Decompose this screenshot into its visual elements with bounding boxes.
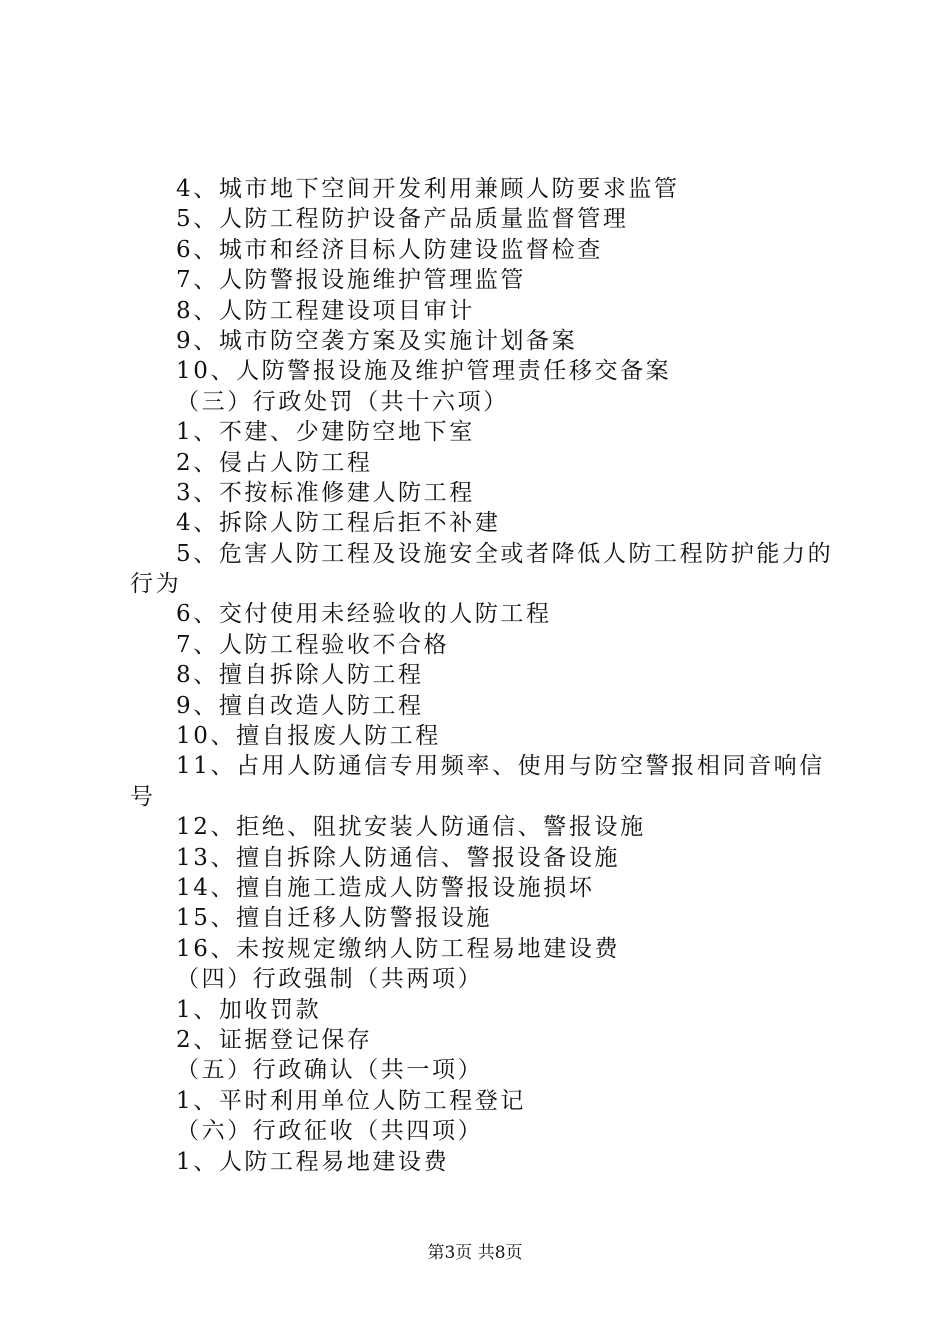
section-heading: （四）行政强制（共两项） xyxy=(176,966,484,993)
list-item: 8、擅自拆除人防工程 xyxy=(176,662,424,689)
list-item: 10、人防警报设施及维护管理责任移交备案 xyxy=(176,358,672,385)
list-item: 1、加收罚款 xyxy=(176,996,322,1023)
document-body xyxy=(130,174,835,1177)
list-item: 10、擅自报废人防工程 xyxy=(176,723,441,750)
section-heading: （六）行政征收（共四项） xyxy=(176,1118,484,1145)
list-item: 5、危害人防工程及设施安全或者降低人防工程防护能力的 xyxy=(176,540,834,567)
list-item: 1、不建、少建防空地下室 xyxy=(176,419,475,446)
list-item: 9、擅自改造人防工程 xyxy=(176,692,424,719)
list-item: 2、侵占人防工程 xyxy=(176,449,373,476)
list-item: 16、未按规定缴纳人防工程易地建设费 xyxy=(176,935,621,962)
list-item-continuation: 号 xyxy=(130,783,156,810)
list-item: 7、人防警报设施维护管理监管 xyxy=(176,267,527,294)
list-item: 5、人防工程防护设备产品质量监督管理 xyxy=(176,206,629,233)
list-item: 8、人防工程建设项目审计 xyxy=(176,297,475,324)
list-item-continuation: 行为 xyxy=(130,571,182,598)
list-item: 11、占用人防通信专用频率、使用与防空警报相同音响信 xyxy=(176,753,825,780)
section-heading: （五）行政确认（共一项） xyxy=(176,1057,484,1084)
list-item: 3、不按标准修建人防工程 xyxy=(176,479,475,506)
list-item: 15、擅自迁移人防警报设施 xyxy=(176,905,493,932)
list-item: 13、擅自拆除人防通信、警报设备设施 xyxy=(176,844,621,871)
list-item: 4、拆除人防工程后拒不补建 xyxy=(176,510,501,537)
list-item: 12、拒绝、阻扰安装人防通信、警报设施 xyxy=(176,814,646,841)
list-item: 1、人防工程易地建设费 xyxy=(176,1148,450,1175)
list-item: 6、城市和经济目标人防建设监督检查 xyxy=(176,236,603,263)
list-item: 14、擅自施工造成人防警报设施损坏 xyxy=(176,874,595,901)
section-heading: （三）行政处罚（共十六项） xyxy=(176,388,509,415)
list-item: 1、平时利用单位人防工程登记 xyxy=(176,1087,527,1114)
page-footer: 第3页 共8页 xyxy=(427,1243,523,1263)
list-item: 6、交付使用未经验收的人防工程 xyxy=(176,601,552,628)
list-item: 9、城市防空袭方案及实施计划备案 xyxy=(176,327,578,354)
list-item: 4、城市地下空间开发利用兼顾人防要求监管 xyxy=(176,176,680,202)
list-item: 2、证据登记保存 xyxy=(176,1026,373,1053)
list-item: 7、人防工程验收不合格 xyxy=(176,631,450,658)
